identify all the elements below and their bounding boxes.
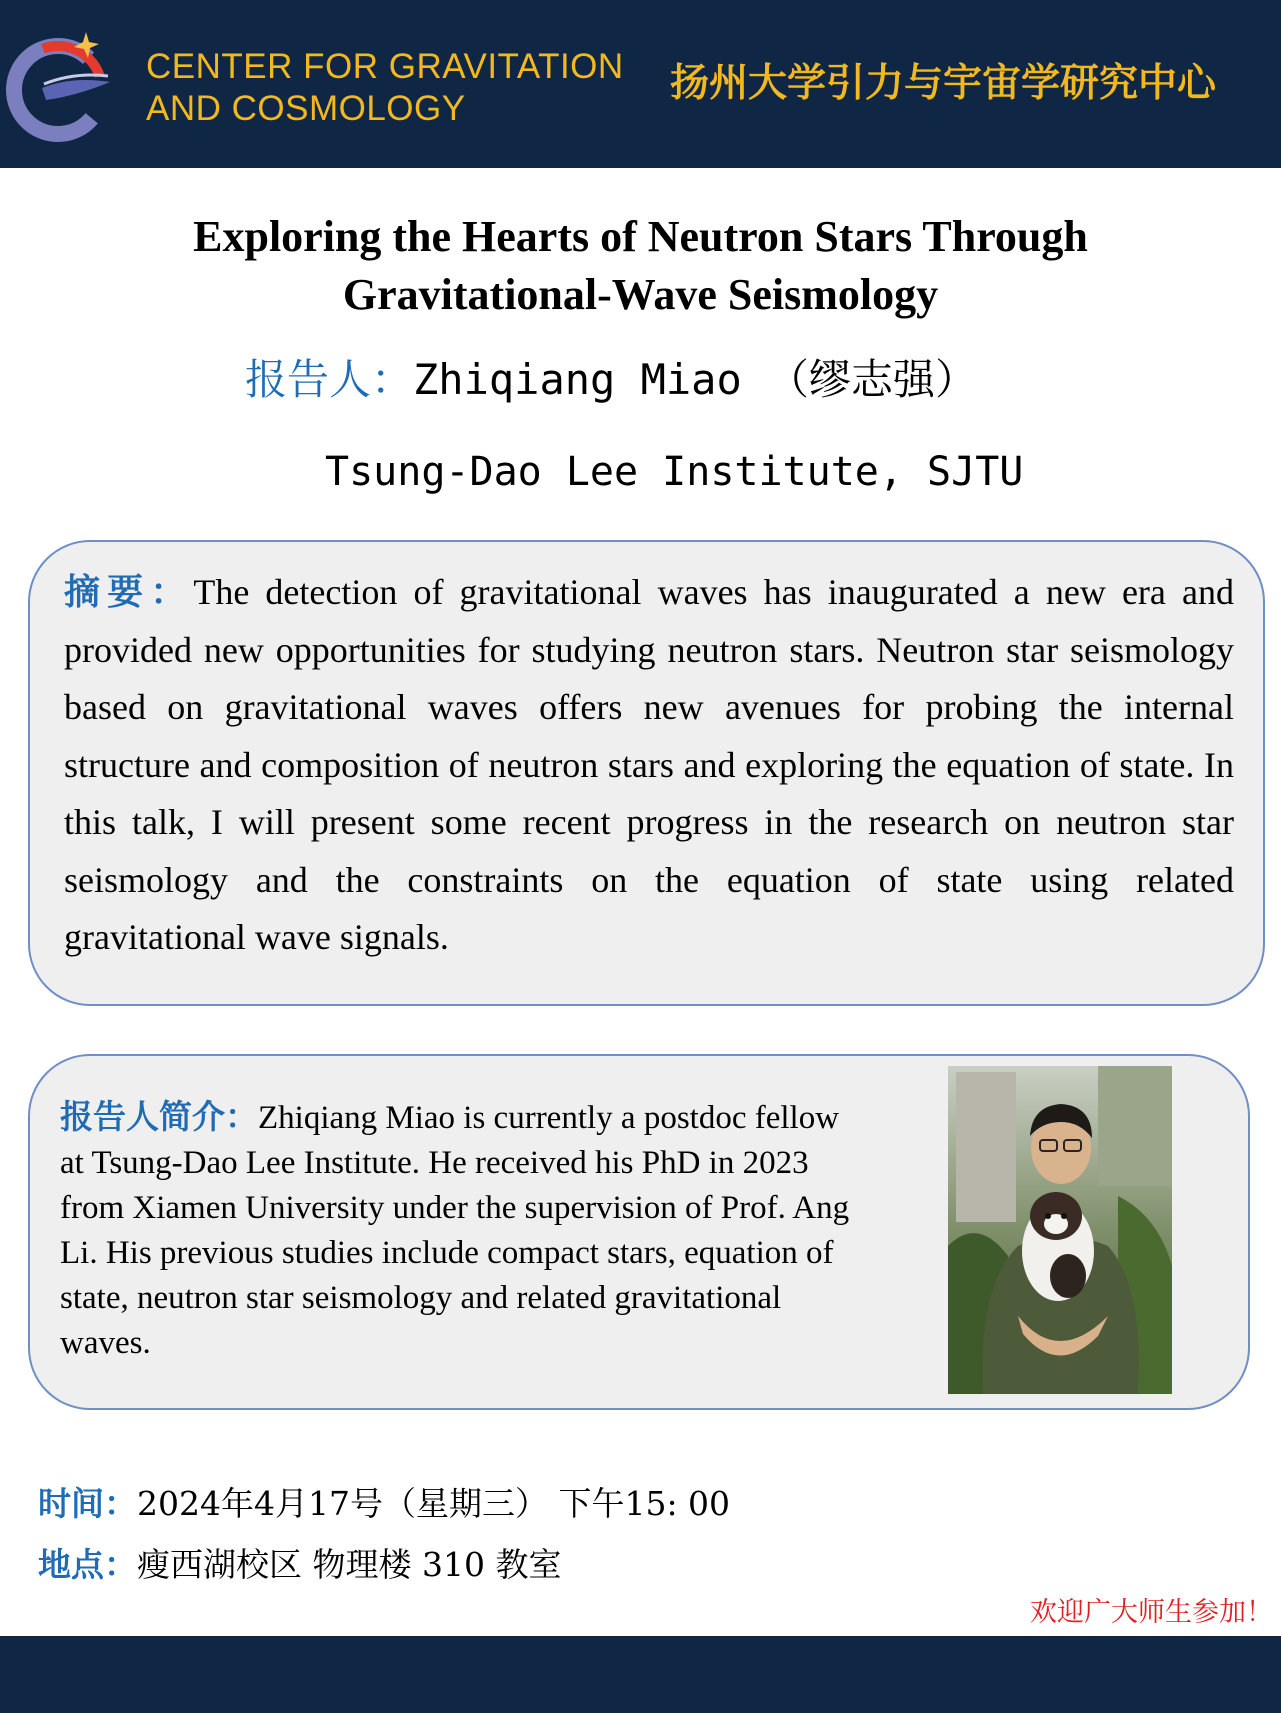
speaker-line <box>245 355 977 406</box>
talk-title-line1: Exploring the Hearts of Neutron Stars Through <box>193 212 1088 261</box>
time-value: 2024年4月17号（星期三） 下午15: 00 <box>137 1484 731 1523</box>
abstract-label: 摘要： <box>64 572 194 613</box>
org-name-english-line1: CENTER FOR GRAVITATION <box>146 47 624 86</box>
place-value: 瘦西湖校区 物理楼 310 教室 <box>137 1545 562 1584</box>
talk-title-line2: Gravitational-Wave Seismology <box>342 270 939 319</box>
abstract-paragraph <box>64 564 1234 967</box>
header-banner <box>0 0 1281 168</box>
speaker-name: Zhiqiang Miao （缪志强） <box>413 355 978 404</box>
speaker-institute: Tsung-Dao Lee Institute, SJTU <box>325 449 1024 495</box>
bio-label: 报告人简介： <box>60 1097 258 1136</box>
org-name-chinese: 扬州大学引力与宇宙学研究中心 <box>670 60 1217 106</box>
time-label: 时间： <box>38 1484 137 1523</box>
footer-banner <box>0 1636 1281 1713</box>
org-name-english-line2: AND COSMOLOGY <box>146 89 466 128</box>
bio-text: Zhiqiang Miao is currently a postdoc fellow at Tsung-Dao Lee Institute. He received his PhD in 2023 from Xiamen University under the supervision of Prof. Ang Li. His previous studies include compact stars, equation of state, neutron star seismology and related gravitational waves. <box>60 1100 850 1361</box>
place-label: 地点： <box>38 1545 137 1584</box>
gravitation-center-logo <box>2 22 114 148</box>
org-name-english <box>146 46 624 130</box>
speaker-label: 报告人： <box>245 355 414 404</box>
welcome-note: 欢迎广大师生参加！ <box>1030 1597 1273 1628</box>
abstract-box <box>28 540 1265 1006</box>
abstract-text: The detection of gravitational waves has inaugurated a new era and provided new opportunities for studying neutron stars. Neutron star seismology based on gravitational waves offers new avenues for probing the internal structure and composition of neutron stars and exploring the equation of state. In this talk, I will present some recent progress in the research on neutron star seismology and the constraints on the equation of state using related gravitational wave signals. <box>64 572 1234 957</box>
talk-title <box>0 208 1281 324</box>
bio-paragraph <box>60 1094 860 1366</box>
event-place <box>38 1543 561 1588</box>
speaker-photo <box>948 1066 1172 1394</box>
event-time <box>38 1482 730 1527</box>
bio-box <box>28 1054 1250 1410</box>
